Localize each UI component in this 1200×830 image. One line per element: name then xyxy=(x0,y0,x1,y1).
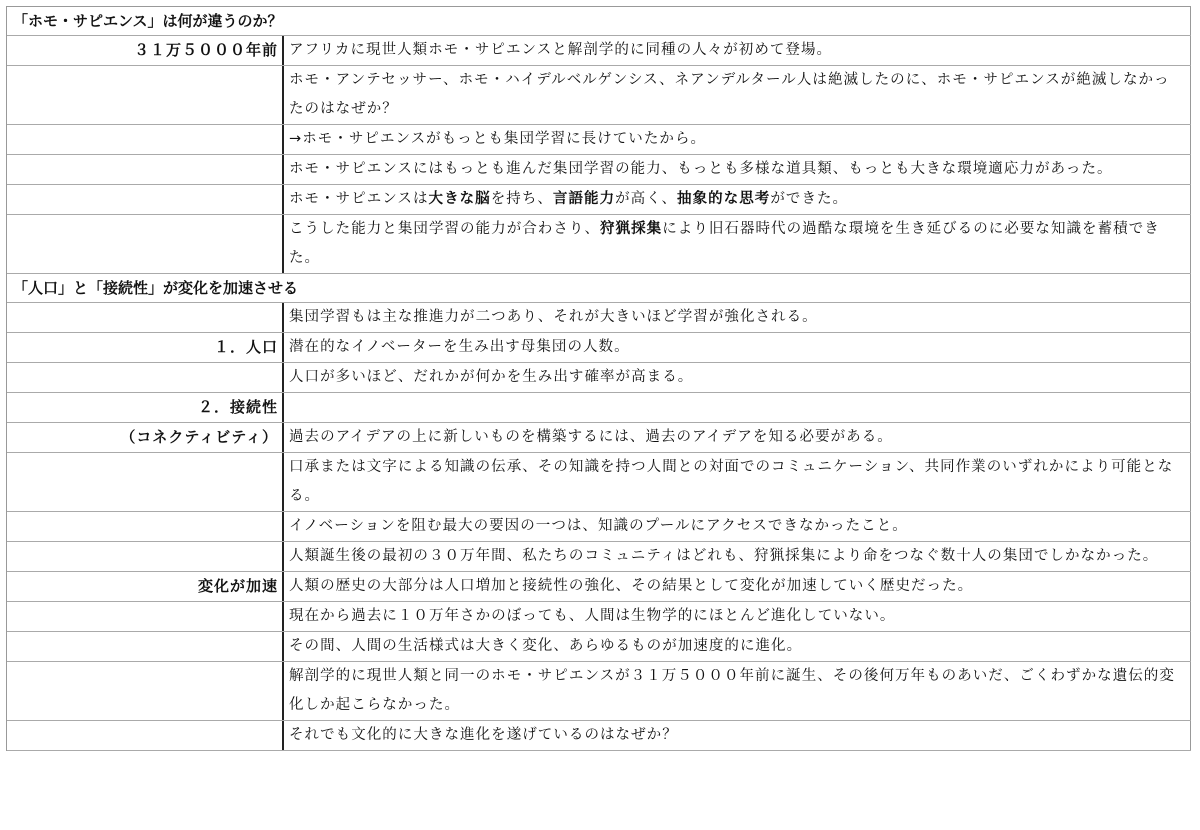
row-text[interactable]: 潜在的なイノベーターを生み出す母集団の人数。 xyxy=(284,333,1191,362)
text-segment: を持ち、 xyxy=(490,191,553,207)
row-text[interactable]: ホモ・アンテセッサー、ホモ・ハイデルベルゲンシス、ネアンデルタール人は絶滅したのに、ホモ・サピエンスが絶滅しなかったのはなぜか？ xyxy=(284,66,1191,124)
row-label[interactable] xyxy=(7,453,284,511)
section-title[interactable]: 「ホモ・サピエンス」は何が違うのか？ xyxy=(7,7,1191,35)
row-label[interactable] xyxy=(7,66,284,124)
row-text[interactable]: イノベーションを阻む最大の要因の一つは、知識のプールにアクセスできなかったこと。 xyxy=(284,512,1191,541)
text-segment: ホモ・サピエンスは xyxy=(289,191,429,207)
section-header[interactable] xyxy=(7,7,1191,36)
row-label[interactable] xyxy=(7,185,284,214)
text-segment: が高く、 xyxy=(615,191,678,207)
section-title[interactable]: 「人口」と「接続性」が変化を加速させる xyxy=(7,274,1191,302)
row-label[interactable] xyxy=(7,632,284,661)
table-row[interactable] xyxy=(7,632,1191,662)
row-label[interactable]: （コネクティビティ） xyxy=(7,423,284,452)
section-header[interactable] xyxy=(7,274,1191,303)
bold-text: 大きな脳 xyxy=(428,191,491,207)
table-row[interactable] xyxy=(7,572,1191,602)
row-text-rich[interactable] xyxy=(284,215,1191,273)
bold-text: 言語能力 xyxy=(552,191,616,207)
row-label[interactable]: 変化が加速 xyxy=(7,572,284,601)
table-row[interactable] xyxy=(7,453,1191,512)
table-row[interactable] xyxy=(7,333,1191,363)
row-label[interactable] xyxy=(7,512,284,541)
row-label[interactable] xyxy=(7,542,284,571)
table-row[interactable] xyxy=(7,66,1191,125)
row-label[interactable] xyxy=(7,303,284,332)
row-label[interactable] xyxy=(7,602,284,631)
bold-text: 抽象的な思考 xyxy=(677,191,771,207)
row-text-rich[interactable] xyxy=(284,185,1191,214)
row-label[interactable] xyxy=(7,363,284,392)
row-text[interactable]: それでも文化的に大きな進化を遂げているのはなぜか？ xyxy=(284,721,1191,750)
row-text[interactable]: 現在から過去に１０万年さかのぼっても、人間は生物学的にほとんど進化していない。 xyxy=(284,602,1191,631)
row-label[interactable] xyxy=(7,721,284,750)
row-text[interactable]: ホモ・サピエンスにはもっとも進んだ集団学習の能力、もっとも多様な道具類、もっとも大きな環境適応力があった。 xyxy=(284,155,1191,184)
table-row[interactable] xyxy=(7,512,1191,542)
row-label[interactable] xyxy=(7,215,284,273)
row-text[interactable]: アフリカに現世人類ホモ・サピエンスと解剖学的に同種の人々が初めて登場。 xyxy=(284,36,1191,65)
table-row[interactable] xyxy=(7,542,1191,572)
row-label[interactable]: １．人口 xyxy=(7,333,284,362)
table-row[interactable] xyxy=(7,662,1191,721)
table-row[interactable] xyxy=(7,215,1191,274)
row-label[interactable] xyxy=(7,662,284,720)
row-text[interactable]: 人類の歴史の大部分は人口増加と接続性の強化、その結果として変化が加速していく歴史だった。 xyxy=(284,572,1191,601)
text-segment: こうした能力と集団学習の能力が合わさり、 xyxy=(289,221,600,237)
table-row[interactable] xyxy=(7,363,1191,393)
row-text[interactable]: 人口が多いほど、だれかが何かを生み出す確率が高まる。 xyxy=(284,363,1191,392)
row-text[interactable]: 口承または文字による知識の伝承、その知識を持つ人間との対面でのコミュニケーション、共同作業のいずれかにより可能となる。 xyxy=(284,453,1191,511)
row-text[interactable]: →ホモ・サピエンスがもっとも集団学習に長けていたから。 xyxy=(284,125,1191,154)
text-segment: により旧石器時代の過酷な環境を生き延びるのに必要な知識を蓄積できた。 xyxy=(289,221,1160,266)
table-row[interactable] xyxy=(7,602,1191,632)
row-text[interactable]: その間、人間の生活様式は大きく変化、あらゆるものが加速度的に進化。 xyxy=(284,632,1191,661)
row-text[interactable]: 解剖学的に現世人類と同一のホモ・サピエンスが３１万５０００年前に誕生、その後何万年ものあいだ、ごくわずかな遺伝的変化しか起こらなかった。 xyxy=(284,662,1191,720)
table-row[interactable] xyxy=(7,303,1191,333)
row-text[interactable]: 集団学習もは主な推進力が二つあり、それが大きいほど学習が強化される。 xyxy=(284,303,1191,332)
row-label[interactable] xyxy=(7,155,284,184)
text-segment: ができた。 xyxy=(770,191,849,207)
row-text[interactable]: 人類誕生後の最初の３０万年間、私たちのコミュニティはどれも、狩猟採集により命をつなぐ数十人の集団でしかなかった。 xyxy=(284,542,1191,571)
table-row[interactable] xyxy=(7,155,1191,185)
row-label[interactable]: ３１万５０００年前 xyxy=(7,36,284,65)
table-row[interactable] xyxy=(7,185,1191,215)
table-row[interactable] xyxy=(7,125,1191,155)
row-text[interactable] xyxy=(284,393,1191,422)
table-row[interactable] xyxy=(7,721,1191,751)
row-text[interactable]: 過去のアイデアの上に新しいものを構築するには、過去のアイデアを知る必要がある。 xyxy=(284,423,1191,452)
row-label[interactable] xyxy=(7,125,284,154)
table-row[interactable] xyxy=(7,393,1191,423)
spreadsheet xyxy=(6,6,1191,751)
table-row[interactable] xyxy=(7,423,1191,453)
table-row[interactable] xyxy=(7,36,1191,66)
row-label[interactable]: ２．接続性 xyxy=(7,393,284,422)
bold-text: 狩猟採集 xyxy=(600,221,663,237)
